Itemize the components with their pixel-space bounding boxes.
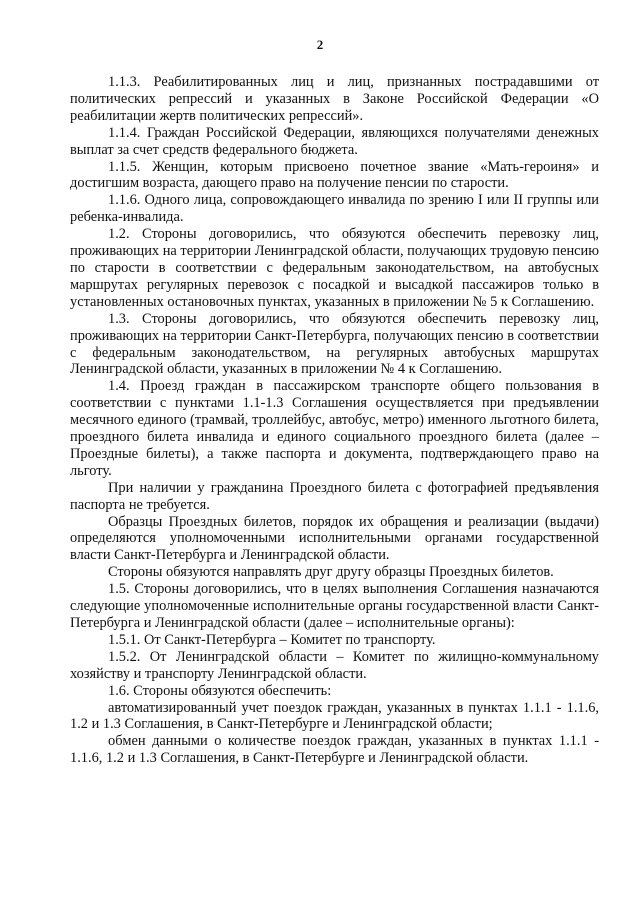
paragraph-1-1-4: 1.1.4. Граждан Российской Федерации, являющихся получателями денежных выплат за счет средств федерального бюджета. (70, 124, 599, 158)
page-number: 2 (316, 37, 324, 52)
paragraph-1-5: 1.5. Стороны договорились, что в целях выполнения Соглашения назначаются следующие уполномоченные исполнительные органы государственной власти Санкт-Петербурга и Ленинградской области (далее – исполнительные органы): (70, 581, 599, 631)
paragraph-1-4: 1.4. Проезд граждан в пассажирском транспорте общего пользования в соответствии с пунктами 1.1-1.3 Соглашения осуществляется при предъявлении месячного единого (трамвай, троллейбус, автобус, метро) именного льготного билета, проездного билета инвалида и единого социального проездного билета (далее – Проездные билеты), а также паспорта и документа, подтверждающего право на льготу. (70, 378, 599, 479)
paragraph-1-1-5: 1.1.5. Женщин, которым присвоено почетное звание «Мать-героиня» и достигшим возраста, дающего право на получение пенсии по старости. (70, 158, 599, 192)
paragraph-1-1-6: 1.1.6. Одного лица, сопровождающего инвалида по зрению I или II группы или ребенка-инвалида. (70, 192, 599, 226)
document-body (70, 74, 599, 767)
paragraph-photo-ticket: При наличии у гражданина Проездного билета с фотографией предъявления паспорта не требуется. (70, 479, 599, 513)
paragraph-automated-accounting: автоматизированный учет поездок граждан, указанных в пунктах 1.1.1 - 1.1.6, 1.2 и 1.3 Соглашения, в Санкт-Петербурге и Ленинградской области; (70, 699, 599, 733)
paragraph-exchange-samples: Стороны обязуются направлять друг другу образцы Проездных билетов. (108, 564, 554, 581)
paragraph-ticket-samples: Образцы Проездных билетов, порядок их обращения и реализации (выдачи) определяются уполномоченными исполнительными органами государственной власти Санкт-Петербурга и Ленинградской области. (70, 513, 599, 564)
paragraph-1-5-1: 1.5.1. От Санкт-Петербурга – Комитет по транспорту. (108, 631, 436, 648)
paragraph-1-2: 1.2. Стороны договорились, что обязуются обеспечить перевозку лиц, проживающих на территории Ленинградской области, получающих трудовую пенсию по старости в соответствии с федеральным законодательством, на автобусных маршрутах регулярных перевозок с посадкой и высадкой пассажиров только в установленных остановочных пунктах, указанных в приложении № 5 к Соглашению. (70, 226, 599, 310)
paragraph-1-1-3: 1.1.3. Реабилитированных лиц и лиц, признанных пострадавшими от политических репрессий и указанных в Законе Российской Федерации «О реабилитации жертв политических репрессий». (70, 74, 599, 124)
paragraph-1-5-2: 1.5.2. От Ленинградской области – Комитет по жилищно-коммунальному хозяйству и транспорту Ленинградской области. (70, 648, 599, 682)
paragraph-1-3: 1.3. Стороны договорились, что обязуются обеспечить перевозку лиц, проживающих на территории Санкт-Петербурга, получающих пенсию в соответствии с федеральным законодательством, на регулярных автобусных маршрутах Ленинградской области, указанных в приложении № 4 к Соглашению. (70, 310, 599, 378)
paragraph-1-6: 1.6. Стороны обязуются обеспечить: (108, 682, 332, 699)
paragraph-data-exchange: обмен данными о количестве поездок граждан, указанных в пунктах 1.1.1 - 1.1.6, 1.2 и 1.3 Соглашения, в Санкт-Петербурге и Ленинградской области. (70, 733, 599, 767)
